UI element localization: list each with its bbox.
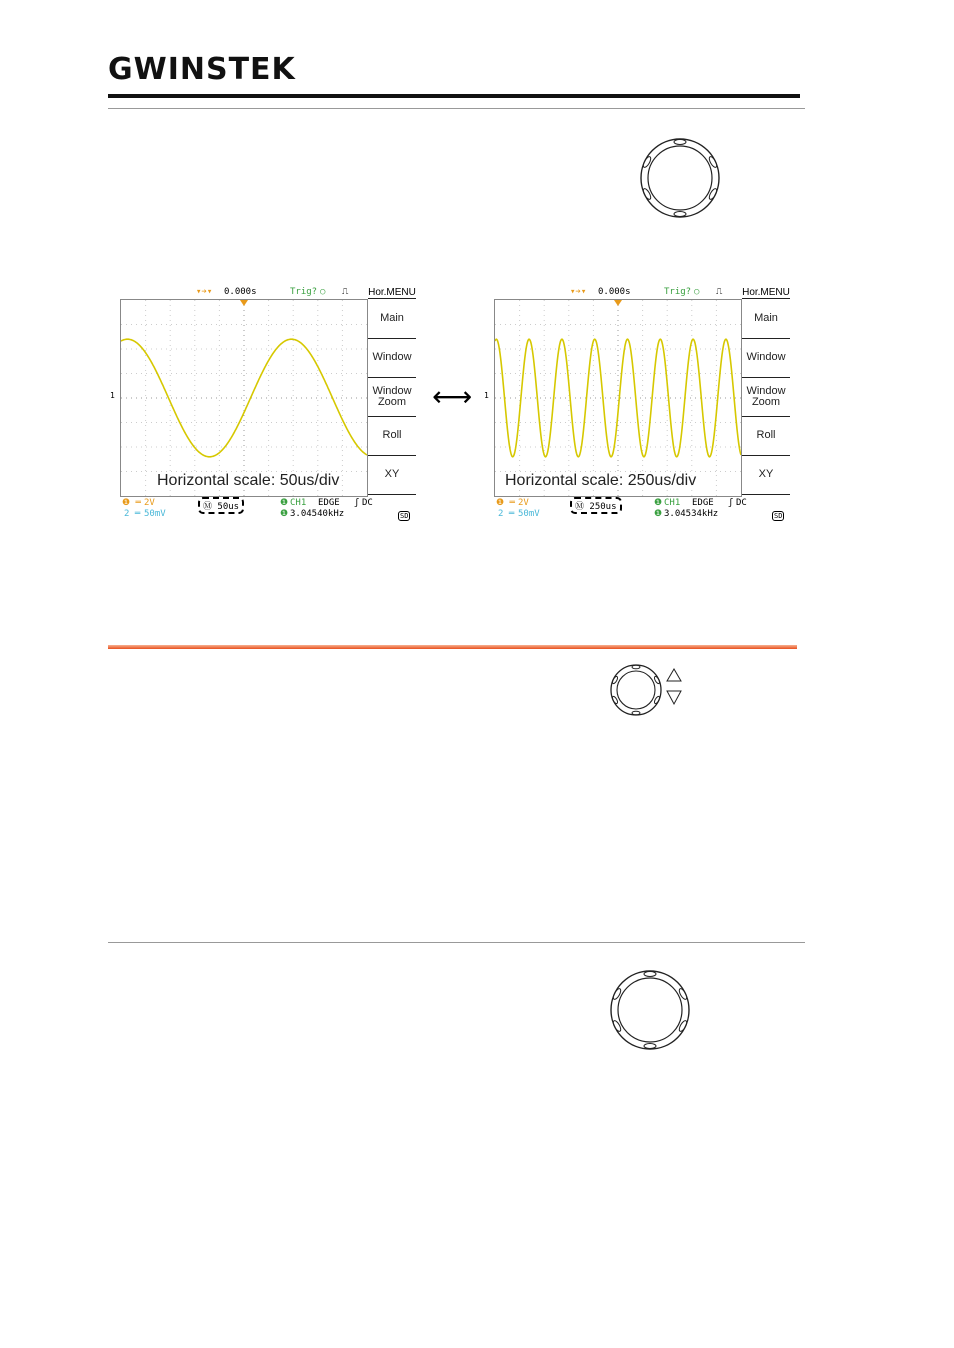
ch2-scale: 50mV [144, 509, 166, 519]
position-marker-icon: ▾➔▾ [570, 287, 587, 297]
edge-rise-icon: ʃ [728, 498, 734, 508]
header-divider [108, 108, 805, 109]
ch1-scale: 2V [518, 498, 529, 508]
menu-item-xy[interactable]: XY [368, 455, 416, 495]
status-bar [110, 497, 416, 523]
scope-screen-250us [484, 287, 790, 523]
header-rule [108, 94, 800, 98]
pulse-icon: ⎍ [342, 287, 349, 297]
ch1-scale-icon: ❶ ═ [496, 498, 515, 508]
waveform-trace [121, 300, 367, 496]
pulse-icon: ⎍ [716, 287, 723, 297]
trigger-source: CH1 [664, 498, 681, 508]
side-menu [368, 299, 416, 495]
timebase-icon: Ⓜ [575, 502, 590, 512]
ch2-scale-icon: 2 ═ [124, 509, 141, 519]
menu-item-window[interactable]: Window [742, 338, 790, 378]
trigger-position-marker [614, 300, 622, 306]
horizontal-scale-caption: Horizontal scale: 50us/div [157, 472, 340, 489]
double-arrow-icon: ⟷ [432, 380, 473, 413]
trigger-status: Trig? [290, 287, 318, 297]
menu-item-roll[interactable]: Roll [368, 416, 416, 456]
side-menu [742, 299, 790, 495]
menu-title: Hor.MENU [742, 287, 790, 298]
timebase-icon: Ⓜ [203, 502, 218, 512]
position-marker-icon: ▾➔▾ [196, 287, 213, 297]
frequency: 3.04540kHz [290, 509, 345, 519]
menu-item-roll[interactable]: Roll [742, 416, 790, 456]
sine-trace [121, 339, 367, 457]
ch2-scale-icon: 2 ═ [498, 509, 515, 519]
up-arrow-icon [667, 669, 681, 681]
timebase-value: 50us [217, 502, 240, 512]
select-knob-icon [610, 662, 688, 718]
trigger-position-marker [240, 300, 248, 306]
menu-item-window[interactable]: Window [368, 338, 416, 378]
variable-knob-icon [638, 136, 722, 220]
edge-rise-icon: ʃ [354, 498, 360, 508]
trigger-source-icon: ❶ [280, 498, 289, 508]
coupling: DC [736, 498, 747, 508]
sd-card-icon: SD [774, 512, 783, 520]
menu-item-xy[interactable]: XY [742, 455, 790, 495]
menu-title: Hor.MENU [368, 287, 416, 298]
timebase-box [198, 497, 244, 514]
menu-item-window-zoom[interactable]: Window Zoom [368, 377, 416, 417]
ground-marker: 1 [484, 391, 489, 400]
status-bar [484, 497, 790, 523]
trigger-source-icon: ❶ [654, 498, 663, 508]
waveform-plot [494, 299, 742, 497]
trigger-source: CH1 [290, 498, 307, 508]
section-rule [108, 645, 797, 649]
timebase-box [570, 497, 622, 514]
waveform-trace [495, 300, 741, 496]
sd-card-icon: SD [400, 512, 409, 520]
trigger-circle-icon: ○ [694, 287, 700, 297]
ch1-scale: 2V [144, 498, 155, 508]
section-divider [108, 942, 805, 943]
menu-item-main[interactable]: Main [368, 299, 416, 339]
down-arrow-icon [667, 691, 681, 704]
trigger-circle-icon: ○ [320, 287, 326, 297]
top-position: 0.000s [224, 287, 257, 297]
ch2-scale: 50mV [518, 509, 540, 519]
trigger-status: Trig? [664, 287, 692, 297]
frequency-icon: ❶ [280, 509, 289, 519]
menu-item-window-zoom[interactable]: Window Zoom [742, 377, 790, 417]
frequency: 3.04534kHz [664, 509, 719, 519]
timebase-value: 250us [589, 502, 617, 512]
brand-logo: GWINSTEK [108, 52, 296, 87]
ch1-scale-icon: ❶ ═ [122, 498, 141, 508]
sine-trace [495, 339, 741, 457]
top-position: 0.000s [598, 287, 631, 297]
frequency-icon: ❶ [654, 509, 663, 519]
horizontal-scale-caption: Horizontal scale: 250us/div [505, 472, 697, 489]
scope-screen-50us [110, 287, 416, 523]
ground-marker: 1 [110, 391, 115, 400]
trigger-type: EDGE [318, 498, 340, 508]
variable-knob-icon [608, 968, 692, 1052]
trigger-type: EDGE [692, 498, 714, 508]
coupling: DC [362, 498, 373, 508]
waveform-plot [120, 299, 368, 497]
menu-item-main[interactable]: Main [742, 299, 790, 339]
